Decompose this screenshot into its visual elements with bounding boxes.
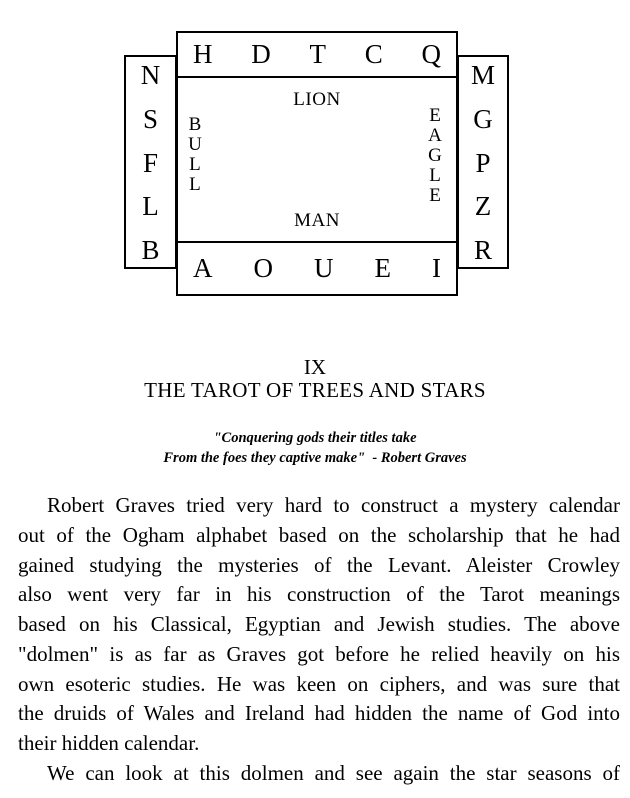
letter-cell: G	[473, 103, 493, 134]
letter-cell: R	[473, 235, 492, 265]
chapter-number: IX	[303, 355, 327, 379]
quote-line: From the foes they captive make" - Robert Graves	[163, 450, 467, 466]
text-line: We can look at this dolmen and see again the star seasons of	[47, 760, 620, 785]
eagle-label: EAGLE	[428, 105, 442, 206]
lion-label: LION	[293, 89, 341, 110]
text-line: also went very far in his construction of the Tarot meanings	[18, 582, 620, 607]
letter-cell: C	[364, 39, 383, 69]
letter-cell: B	[141, 235, 160, 265]
text-line: "dolmen" is as far as Graves got before he relied heavily on his	[18, 641, 620, 666]
quote-line: "Conquering gods their titles take	[213, 430, 417, 446]
text-line: their hidden calendar.	[18, 731, 200, 755]
letter-cell: O	[253, 253, 273, 283]
text-line: own esoteric studies. He was keen on ciphers, and was sure that	[18, 671, 620, 696]
center-box	[176, 31, 458, 296]
text-line: the druids of Wales and Ireland had hidden the name of God into	[18, 701, 620, 726]
center-field	[178, 78, 456, 241]
letter-cell: F	[142, 147, 159, 178]
letter-cell: T	[309, 39, 326, 69]
bull-label: BULL	[188, 114, 202, 195]
letter-cell: E	[374, 253, 391, 283]
letter-cell: L	[142, 191, 159, 222]
letter-cell: Q	[421, 39, 441, 69]
letter-cell: P	[475, 147, 491, 178]
letter-cell: N	[140, 60, 161, 90]
letter-cell: H	[193, 39, 213, 69]
letter-cell: I	[432, 253, 441, 283]
letter-cell: U	[314, 253, 334, 283]
text-line: gained studying the mysteries of the Levant. Aleister Crowley	[18, 552, 620, 577]
letter-cell: D	[251, 39, 271, 69]
text-line: Robert Graves tried very hard to construct a mystery calendar	[47, 493, 620, 517]
epigraph-quote	[0, 428, 630, 468]
body-text	[18, 491, 620, 789]
letter-cell: A	[193, 253, 213, 283]
letter-cell: S	[142, 103, 159, 134]
chapter-title: THE TAROT OF TREES AND STARS	[144, 378, 486, 402]
man-label: MAN	[294, 210, 340, 231]
paragraph	[18, 491, 620, 759]
text-line: based on his Classical, Egyptian and Jewish studies. The above	[18, 612, 620, 636]
dolmen-diagram	[0, 0, 630, 330]
letter-cell: Z	[474, 191, 492, 222]
text-line: out of the Ogham alphabet based on the scholarship that he had	[18, 522, 620, 547]
bottom-letter-row	[178, 241, 456, 294]
paragraph	[18, 759, 620, 789]
chapter-heading	[0, 356, 630, 402]
right-letter-box	[457, 55, 509, 269]
top-letter-row	[178, 33, 456, 78]
letter-cell: M	[470, 60, 495, 90]
left-letter-box	[124, 55, 177, 269]
